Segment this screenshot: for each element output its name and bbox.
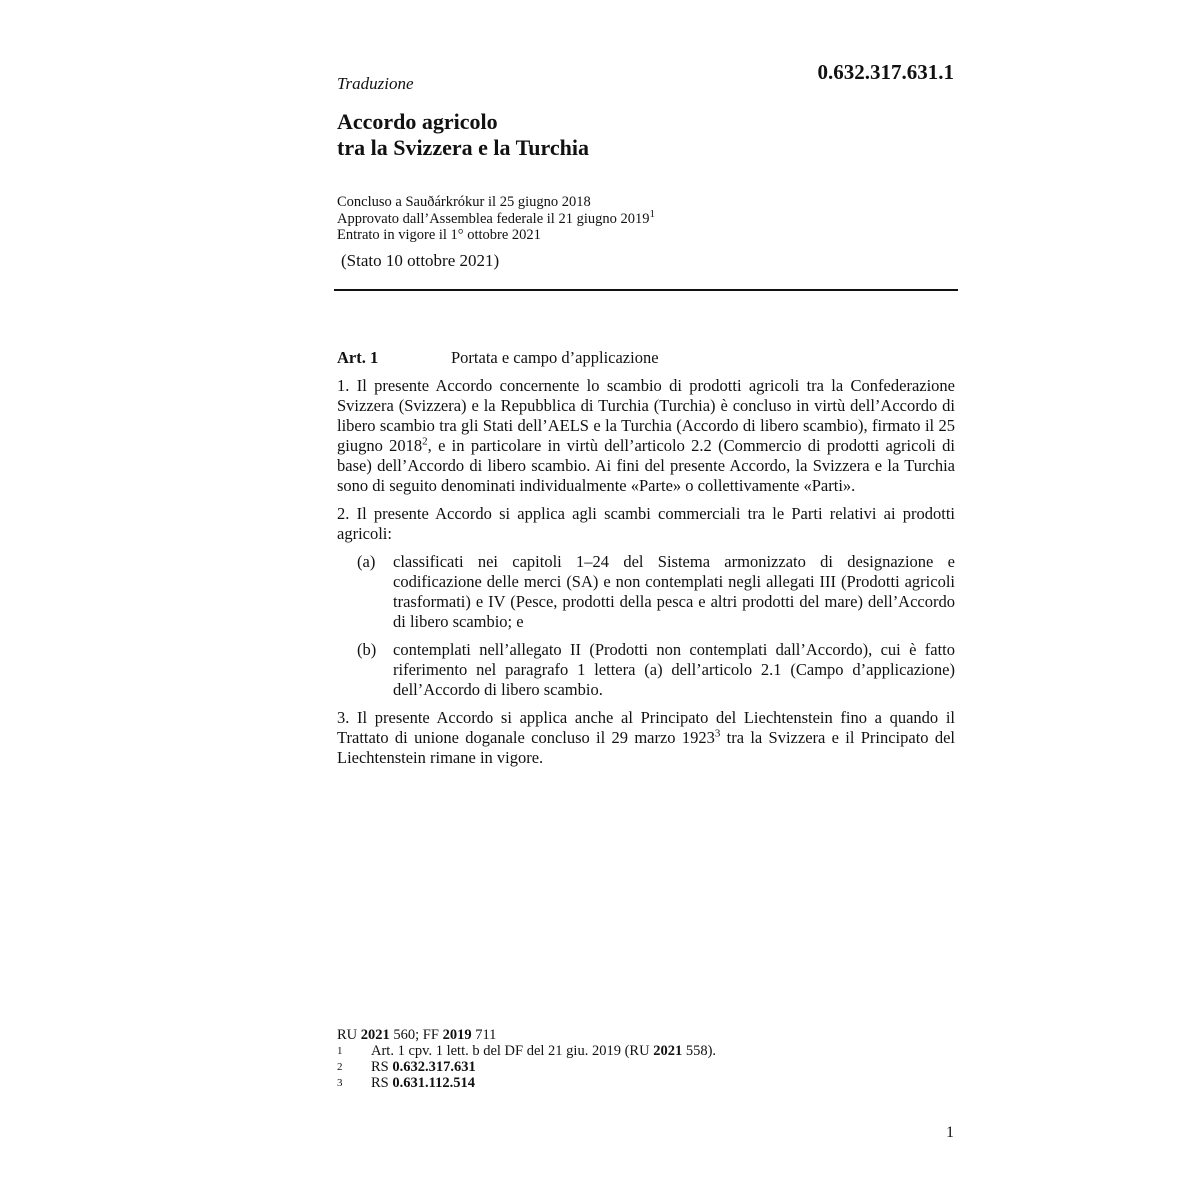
paragraph-1 (337, 376, 955, 496)
ff-page: 711 (471, 1027, 497, 1043)
ru-mid: 560; FF (389, 1027, 443, 1043)
footnote-ref-2[interactable]: 2 (422, 435, 428, 448)
footnote-text-bold: 2021 (653, 1043, 683, 1059)
in-force-line: Entrato in vigore il 1° ottobre 2021 (337, 227, 541, 243)
document-title (337, 109, 589, 161)
ru-year: 2021 (360, 1027, 390, 1043)
article-title: Portata e campo d’applicazione (451, 348, 659, 367)
footnote-text-pre: Art. 1 cpv. 1 lett. b del DF del 21 giu. 2019 (RU (371, 1043, 654, 1059)
footnote-1 (337, 1043, 716, 1059)
paragraph-3-text-b: tra la Svizzera e il Principato del Liechtenstein rimane in vigore. (337, 728, 955, 767)
list-item-label: (a) (357, 552, 376, 571)
list-item-text: contemplati nell’allegato II (Prodotti non contemplati dall’Accordo), cui è fatto riferimento nel paragrafo 1 lettera (a) dell’articolo 2.1 (Campo d’applicazione) dell’Accordo di libero scambio. (393, 640, 955, 699)
list-item-label: (b) (357, 640, 377, 659)
footnote-ref-3[interactable]: 3 (714, 727, 721, 740)
footnote-text-pre: RS (371, 1059, 393, 1075)
footnote-ref-1[interactable]: 1 (649, 207, 655, 220)
footnotes (337, 1027, 716, 1091)
paragraph-1-text-a: 1. Il presente Accordo concernente lo scambio di prodotti agricoli tra la Confederazione Svizzera (Svizzera) e la Repubblica di Turchia (Turchia) è concluso in virtù dell’Accordo di libero scambio tra gli Stati dell’AELS e la Turchia (Accordo di libero scambio), firmato il 25 giugno 2018 (337, 376, 955, 455)
footnote-text (371, 1043, 716, 1059)
list-item-b (337, 640, 955, 700)
document-metadata (337, 194, 655, 244)
title-line-2: tra la Svizzera e la Turchia (337, 135, 589, 160)
publication-reference (337, 1027, 716, 1043)
header-divider (334, 289, 958, 291)
footnote-text-bold[interactable]: 0.632.317.631 (392, 1059, 476, 1075)
ff-year: 2019 (442, 1027, 472, 1043)
translation-label: Traduzione (337, 74, 414, 93)
footnote-2 (337, 1059, 716, 1075)
list-item-text: classificati nei capitoli 1–24 del Sistema armonizzato di designazione e codificazione delle merci (SA) e non contemplati negli allegati III (Prodotti agricoli trasformati) e IV (Pesce, prodotti della pesca e altri prodotti del mare) dell’Accordo di libero scambio; e (393, 552, 955, 631)
footnote-text (371, 1059, 476, 1075)
footnote-number: 3 (337, 1077, 343, 1089)
article-number: Art. 1 (337, 348, 379, 367)
footnote-text (371, 1075, 475, 1091)
list-item-a (337, 552, 955, 632)
sr-number: 0.632.317.631.1 (817, 60, 954, 84)
footnote-text-bold[interactable]: 0.631.112.514 (392, 1075, 475, 1091)
page-number: 1 (946, 1124, 954, 1141)
paragraph-3 (337, 708, 955, 768)
title-line-1: Accordo agricolo (337, 109, 498, 134)
footnote-number: 2 (337, 1061, 343, 1073)
footnote-number: 1 (337, 1045, 343, 1057)
approved-line (337, 207, 655, 228)
paragraph-2: 2. Il presente Accordo si applica agli scambi commerciali tra le Parti relativi ai prodotti agricoli: (337, 504, 955, 543)
footnote-text-pre: RS (371, 1075, 393, 1091)
approved-text: Approvato dall’Assemblea federale il 21 giugno 2019 (337, 210, 650, 227)
paragraph-3-text-a: 3. Il presente Accordo si applica anche al Principato del Liechtenstein fino a quando il Trattato di unione doganale concluso il 29 marzo 1923 (337, 708, 955, 747)
footnote-text-post: 558). (682, 1043, 717, 1059)
article-heading (337, 348, 957, 368)
concluded-line: Concluso a Sauðárkrókur il 25 giugno 2018 (337, 194, 591, 210)
status-line: (Stato 10 ottobre 2021) (341, 251, 500, 270)
footnote-3 (337, 1075, 716, 1091)
article-body (337, 376, 955, 776)
paragraph-1-text-b: , e in particolare in virtù dell’articolo 2.2 (Commercio di prodotti agricoli di base) dell’Accordo di libero scambio. Ai fini del presente Accordo, la Svizzera e la Turchia sono di seguito denominati individualmente «Parte» o collettivamente «Parti». (337, 436, 955, 495)
ru-prefix: RU (337, 1027, 361, 1043)
